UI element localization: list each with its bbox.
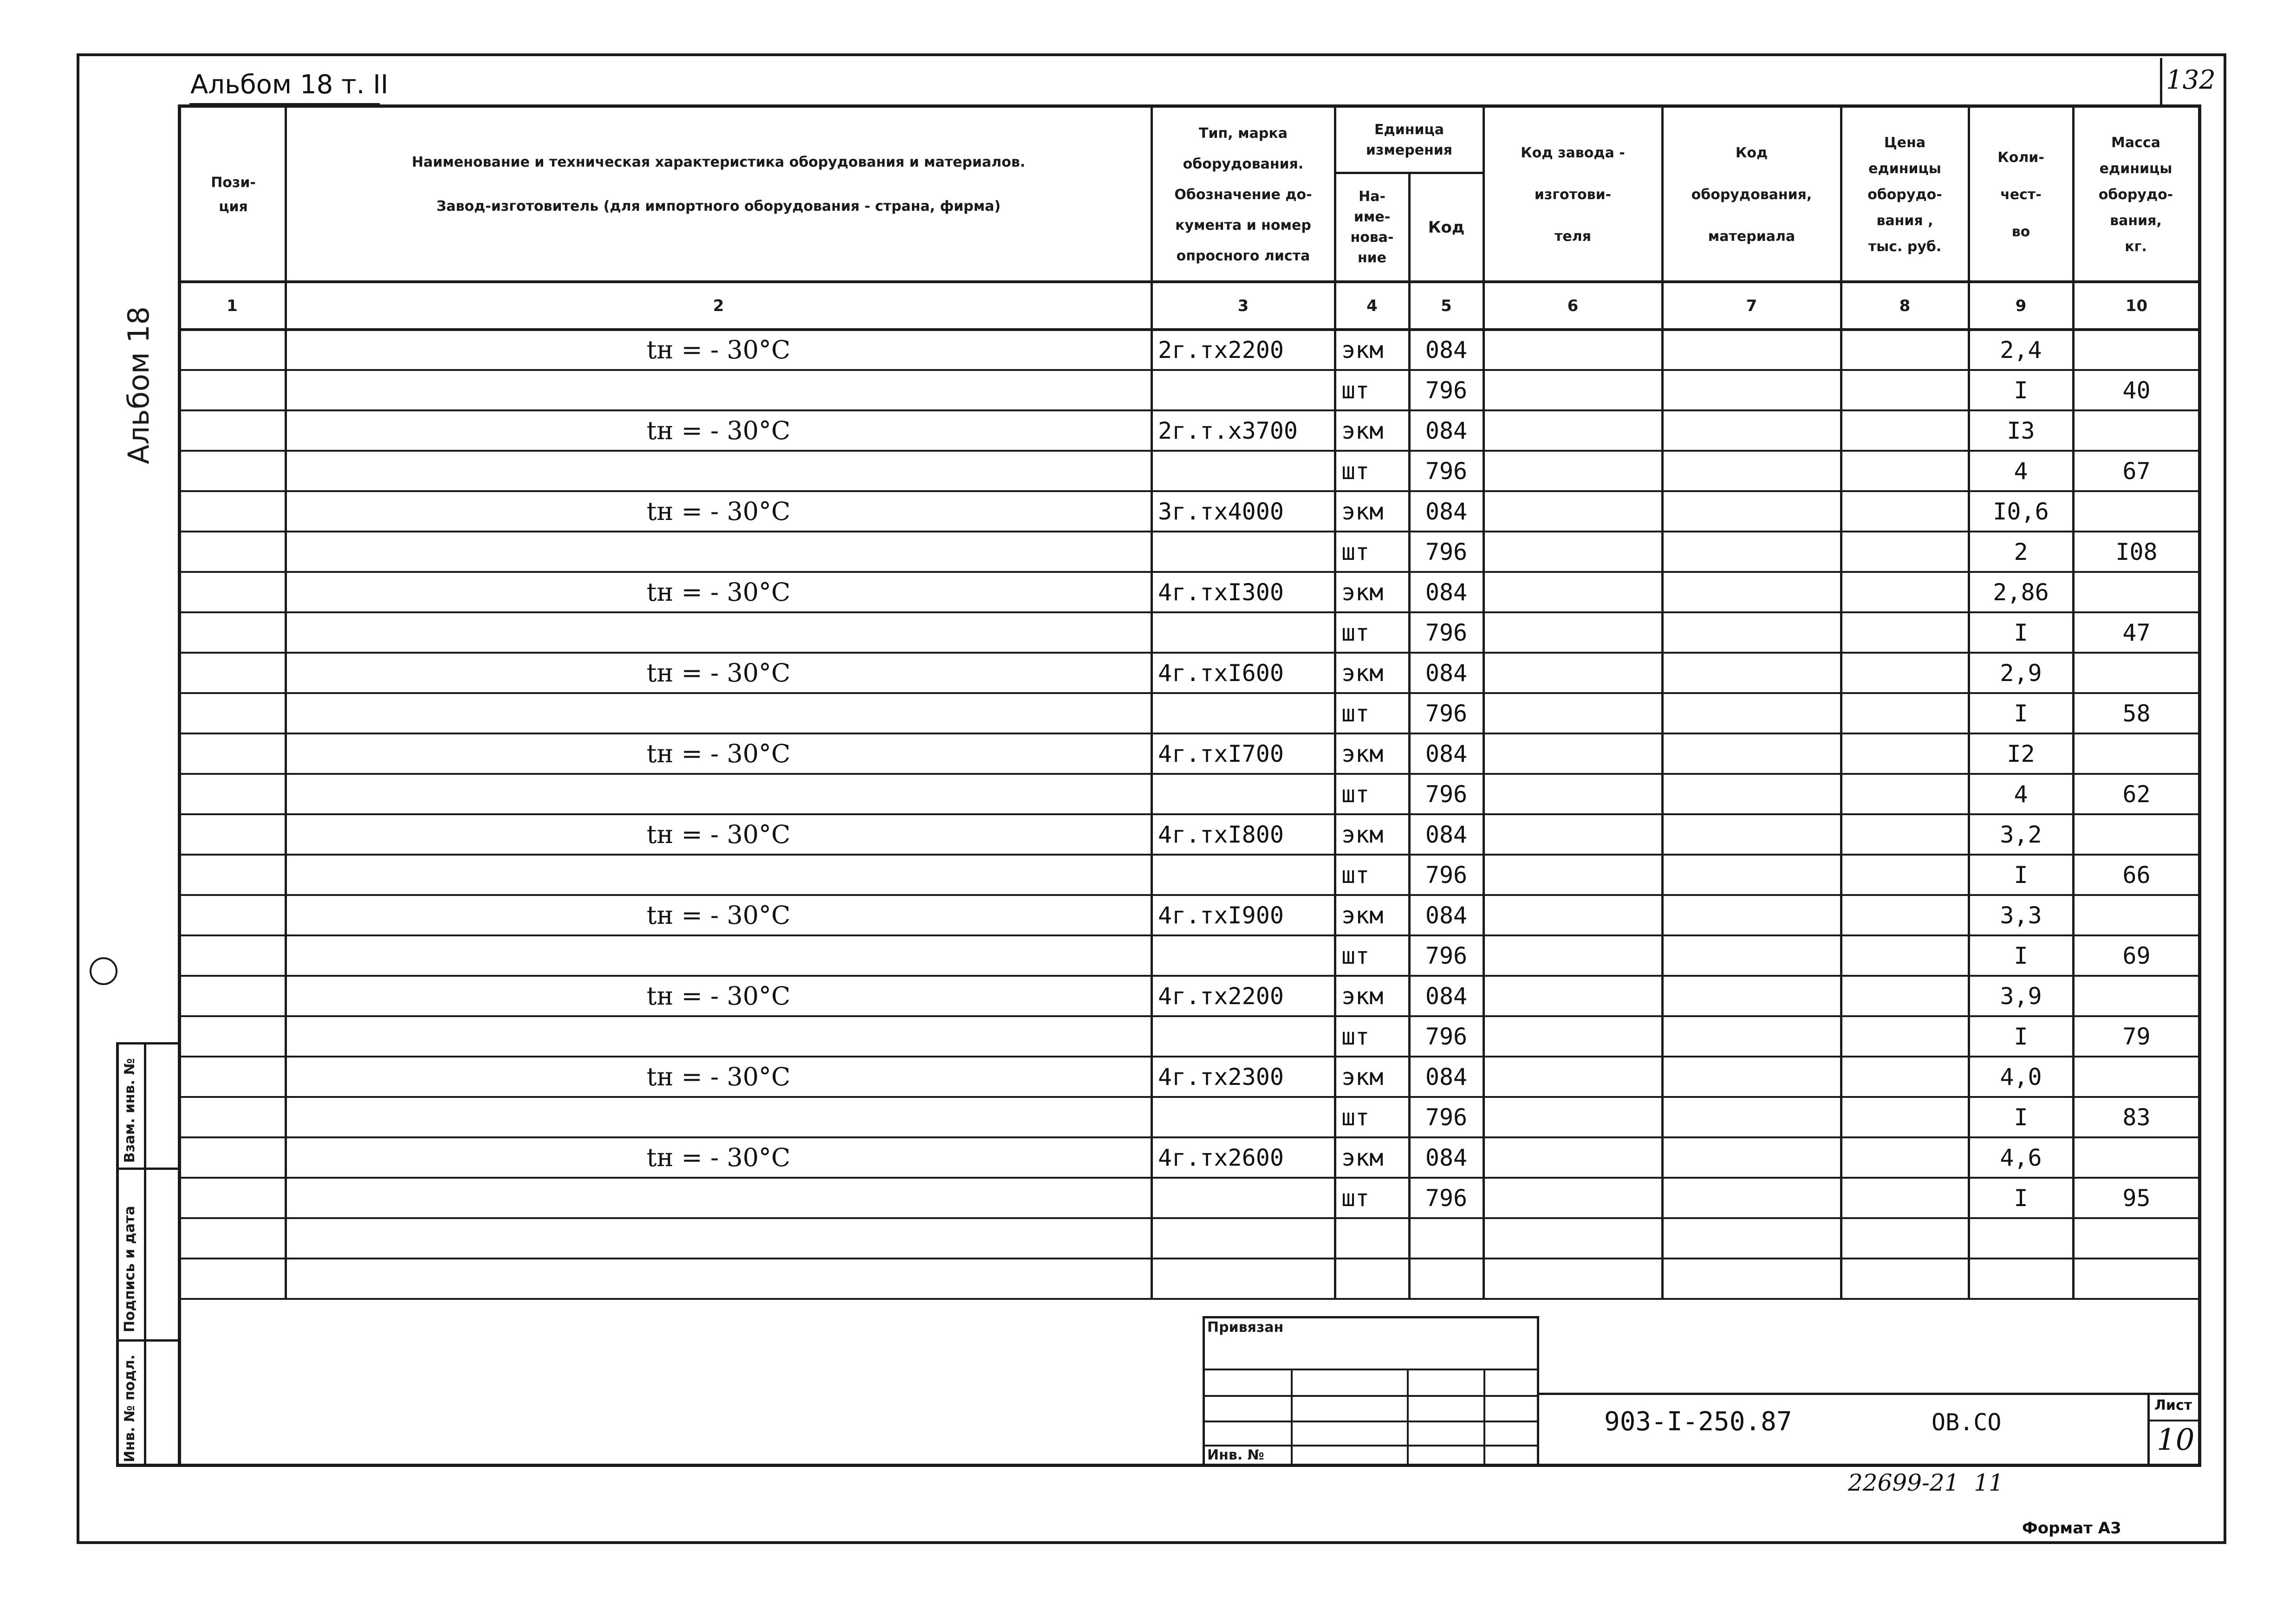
- row-type: 4г.тх2600: [1158, 1144, 1284, 1171]
- outer-frame-left: [77, 53, 79, 1544]
- side-stamp-top: [116, 1042, 181, 1045]
- row-unit: экм: [1341, 902, 1384, 929]
- row-name: [286, 451, 1151, 491]
- row-unit-code: 084: [1425, 1063, 1468, 1090]
- row-mass: [2073, 814, 2200, 855]
- row-mass: [2073, 1218, 2200, 1259]
- row-type: [1151, 855, 1335, 895]
- row-unit: шт: [1341, 1103, 1370, 1131]
- row-type: 4г.тхI300: [1158, 578, 1284, 606]
- row-unit: шт: [1341, 780, 1370, 808]
- row-unit-code: 796: [1425, 1184, 1468, 1212]
- column-number: 6: [1567, 296, 1579, 315]
- row-unit-code: 084: [1425, 659, 1468, 687]
- row-mass: [2073, 653, 2200, 693]
- archive-number: 22699-21 11: [1848, 1469, 2003, 1496]
- row-unit-code: 796: [1425, 942, 1468, 969]
- row-type: 4г.тхI900: [1158, 902, 1284, 929]
- outer-frame-right: [2224, 53, 2226, 1544]
- row-name: [286, 693, 1151, 733]
- row-quantity: I: [2014, 861, 2028, 889]
- row-unit: экм: [1341, 578, 1384, 606]
- row-unit-code: 084: [1425, 821, 1468, 848]
- header-factory-code: Код завода - изготови- теля: [1521, 144, 1625, 245]
- row-mass: [2073, 976, 2200, 1016]
- row-unit-code: 084: [1425, 498, 1468, 525]
- row-name: tн = - 30°С: [646, 1062, 791, 1091]
- binding-hole: [90, 957, 117, 985]
- row-unit: экм: [1341, 821, 1384, 848]
- row-type: [1151, 935, 1335, 976]
- list-label: Лист: [2154, 1397, 2192, 1414]
- row-quantity: 4,0: [2000, 1063, 2042, 1090]
- row-unit: [1335, 1259, 1409, 1299]
- side-stamp-podpis: Подпись и дата: [122, 1206, 138, 1332]
- stamp-privyazan-col2: [1407, 1369, 1409, 1467]
- side-stamp-left: [116, 1042, 119, 1467]
- header-price: Цена единицы оборудо- вания , тыс. руб.: [1867, 134, 1942, 255]
- row-quantity: I: [2014, 1184, 2028, 1212]
- header-unit-group: Единица измерения: [1366, 122, 1453, 158]
- row-unit: экм: [1341, 336, 1384, 363]
- row-quantity: 3,9: [2000, 982, 2042, 1010]
- row-unit: [1335, 1218, 1409, 1259]
- outer-frame-top: [77, 53, 2226, 56]
- row-type: [1151, 774, 1335, 814]
- column-number: 1: [227, 296, 238, 315]
- row-quantity: 2,86: [1993, 578, 2049, 606]
- row-unit: шт: [1341, 538, 1370, 565]
- column-number: 3: [1237, 296, 1249, 315]
- row-unit: шт: [1341, 861, 1370, 889]
- row-type: 2г.тх2200: [1158, 336, 1284, 363]
- row-type: [1151, 1097, 1335, 1137]
- row-quantity: [1969, 1218, 2073, 1259]
- row-unit-code: 796: [1425, 700, 1468, 727]
- stamp-privyazan-top: [1203, 1316, 1539, 1318]
- row-mass: 62: [2122, 780, 2151, 808]
- row-unit-code: 084: [1425, 982, 1468, 1010]
- row-unit-code: 084: [1425, 578, 1468, 606]
- list-box-mid: [2147, 1420, 2201, 1421]
- row-type: [1151, 532, 1335, 572]
- row-unit: шт: [1341, 376, 1370, 404]
- stamp-inv-label: Инв. №: [1207, 1447, 1264, 1463]
- side-stamp-inv-podl: Инв. № подл.: [122, 1354, 138, 1462]
- header-position: Пози- ция: [211, 174, 256, 215]
- stamp-privyazan-row3: [1203, 1421, 1539, 1422]
- row-unit: шт: [1341, 457, 1370, 485]
- row-unit: экм: [1341, 1063, 1384, 1090]
- page-number-box-left: [2160, 58, 2162, 104]
- row-name: [286, 532, 1151, 572]
- side-stamp-div2: [116, 1339, 181, 1342]
- row-unit-code: 796: [1425, 1103, 1468, 1131]
- format-label: Формат А3: [2022, 1519, 2121, 1538]
- row-name: [286, 1016, 1151, 1057]
- row-quantity: [1969, 1259, 2073, 1299]
- row-unit: шт: [1341, 942, 1370, 969]
- list-number: 10: [2157, 1423, 2195, 1457]
- row-quantity: I3: [2007, 417, 2035, 444]
- row-mass: 79: [2122, 1023, 2151, 1050]
- row-quantity: 4: [2014, 780, 2028, 808]
- row-mass: 83: [2122, 1103, 2151, 1131]
- album-label: Альбом 18 т. II: [190, 70, 389, 100]
- row-quantity: I2: [2007, 740, 2035, 767]
- side-album-label: Альбом 18: [122, 306, 156, 464]
- row-mass: 40: [2122, 376, 2151, 404]
- column-number: 10: [2125, 296, 2148, 315]
- row-quantity: I: [2014, 619, 2028, 646]
- row-unit-code: 084: [1425, 1144, 1468, 1171]
- row-unit-code: 796: [1425, 619, 1468, 646]
- title-block-top: [1537, 1393, 2201, 1395]
- row-name: tн = - 30°С: [646, 335, 791, 364]
- row-unit: шт: [1341, 1023, 1370, 1050]
- row-unit: шт: [1341, 700, 1370, 727]
- row-unit-code: 796: [1425, 457, 1468, 485]
- row-name: tн = - 30°С: [646, 820, 791, 849]
- row-mass: [2073, 410, 2200, 451]
- column-number: 4: [1366, 296, 1378, 315]
- row-mass: 47: [2122, 619, 2151, 646]
- row-mass: 69: [2122, 942, 2151, 969]
- row-unit-code: 796: [1425, 780, 1468, 808]
- row-quantity: I: [2014, 700, 2028, 727]
- stamp-privyazan-label: Привязан: [1207, 1319, 1284, 1336]
- outer-frame-bottom: [77, 1541, 2226, 1544]
- row-mass: [2073, 895, 2200, 935]
- row-type: 3г.тх4000: [1158, 498, 1284, 525]
- row-name: [286, 1178, 1151, 1218]
- row-unit: экм: [1341, 740, 1384, 767]
- page-number: 132: [2166, 65, 2216, 95]
- row-name: tн = - 30°С: [646, 416, 791, 445]
- row-mass: [2073, 330, 2200, 370]
- column-number: 8: [1899, 296, 1911, 315]
- row-mass: 66: [2122, 861, 2151, 889]
- row-name: tн = - 30°С: [646, 497, 791, 526]
- row-unit-code: 084: [1425, 902, 1468, 929]
- row-quantity: I: [2014, 376, 2028, 404]
- row-mass: [2073, 1259, 2200, 1299]
- row-type: [1151, 1259, 1335, 1299]
- row-unit-code: 796: [1425, 538, 1468, 565]
- row-quantity: 2,4: [2000, 336, 2042, 363]
- row-quantity: 3,2: [2000, 821, 2042, 848]
- inner-frame-bottom: [116, 1464, 2201, 1467]
- inner-frame-top: [179, 104, 2201, 108]
- row-unit-code: 796: [1425, 861, 1468, 889]
- header-unit-code: Код: [1428, 218, 1465, 237]
- column-number: 5: [1441, 296, 1452, 315]
- row-mass: 95: [2122, 1184, 2151, 1212]
- row-unit: экм: [1341, 982, 1384, 1010]
- album-label-underline: [189, 103, 380, 105]
- doc-code: 903-I-250.87: [1604, 1407, 1792, 1437]
- row-quantity: I0,6: [1993, 498, 2049, 525]
- row-quantity: 4: [2014, 457, 2028, 485]
- row-unit-code: 084: [1425, 740, 1468, 767]
- row-mass: [2073, 1137, 2200, 1178]
- row-quantity: I: [2014, 1103, 2028, 1131]
- stamp-privyazan-row4: [1203, 1445, 1539, 1447]
- header-name-line1: Наименование и техническая характеристика оборудования и материалов.: [411, 154, 1026, 170]
- row-type: [1151, 1178, 1335, 1218]
- stamp-privyazan-row1: [1203, 1369, 1539, 1370]
- row-unit: экм: [1341, 417, 1384, 444]
- row-type: [1151, 612, 1335, 653]
- row-unit-code: 796: [1425, 376, 1468, 404]
- row-name: [286, 1097, 1151, 1137]
- row-mass: [2073, 733, 2200, 774]
- row-name: tн = - 30°С: [646, 739, 791, 768]
- header-unit-name: На- име- нова- ние: [1350, 188, 1394, 266]
- row-type: 4г.тхI800: [1158, 821, 1284, 848]
- row-name: [286, 1218, 1151, 1259]
- row-quantity: 4,6: [2000, 1144, 2042, 1171]
- column-number: 2: [713, 296, 724, 315]
- row-quantity: I: [2014, 942, 2028, 969]
- stamp-privyazan-col3: [1483, 1369, 1485, 1467]
- side-stamp-vzam: Взам. инв. №: [122, 1058, 138, 1163]
- stamp-privyazan-col1: [1291, 1369, 1293, 1467]
- row-name: tн = - 30°С: [646, 901, 791, 930]
- header-mass: Масса единицы оборудо- вания, кг.: [2098, 134, 2173, 255]
- row-mass: I08: [2115, 538, 2158, 565]
- list-box-left: [2147, 1393, 2150, 1467]
- stamp-privyazan-row2: [1203, 1395, 1539, 1397]
- header-quantity: Коли- чест- во: [1997, 149, 2044, 240]
- row-unit-code: [1409, 1259, 1483, 1299]
- row-type: 4г.тх2300: [1158, 1063, 1284, 1090]
- row-unit: шт: [1341, 1184, 1370, 1212]
- row-name: [286, 370, 1151, 410]
- side-stamp-div1: [116, 1168, 181, 1170]
- row-name: [286, 774, 1151, 814]
- row-name: [286, 1259, 1151, 1299]
- row-unit: шт: [1341, 619, 1370, 646]
- row-name: tн = - 30°С: [646, 658, 791, 688]
- row-name: tн = - 30°С: [646, 1143, 791, 1172]
- row-name: [286, 935, 1151, 976]
- side-stamp-mid: [144, 1042, 146, 1467]
- row-unit: экм: [1341, 1144, 1384, 1171]
- header-equipment-code: Код оборудования, материала: [1691, 144, 1812, 245]
- row-type: 2г.т.х3700: [1158, 417, 1298, 444]
- row-type: 4г.тхI600: [1158, 659, 1284, 687]
- row-unit-code: 084: [1425, 417, 1468, 444]
- row-quantity: I: [2014, 1023, 2028, 1050]
- row-type: 4г.тхI700: [1158, 740, 1284, 767]
- row-unit: экм: [1341, 498, 1384, 525]
- row-name: tн = - 30°С: [646, 577, 791, 607]
- row-name: tн = - 30°С: [646, 981, 791, 1011]
- doc-suffix: ОВ.СО: [1932, 1409, 2002, 1436]
- column-number: 7: [1746, 296, 1757, 315]
- row-name: [286, 612, 1151, 653]
- row-quantity: 3,3: [2000, 902, 2042, 929]
- row-type: [1151, 693, 1335, 733]
- row-type: [1151, 1218, 1335, 1259]
- column-number: 9: [2015, 296, 2027, 315]
- row-unit: экм: [1341, 659, 1384, 687]
- row-type: [1151, 370, 1335, 410]
- row-mass: [2073, 572, 2200, 612]
- row-mass: [2073, 1057, 2200, 1097]
- row-type: [1151, 451, 1335, 491]
- row-name: [286, 855, 1151, 895]
- header-type: Тип, марка оборудования. Обозначение до- кумента и номер опросного листа: [1174, 125, 1312, 264]
- row-mass: [2073, 491, 2200, 532]
- row-quantity: 2: [2014, 538, 2028, 565]
- row-unit-code: 796: [1425, 1023, 1468, 1050]
- row-type: [1151, 1016, 1335, 1057]
- header-name-line2: Завод-изготовитель (для импортного оборудования - страна, фирма): [436, 198, 1001, 214]
- row-mass: 58: [2122, 700, 2151, 727]
- row-type: 4г.тх2200: [1158, 982, 1284, 1010]
- row-unit-code: 084: [1425, 336, 1468, 363]
- row-mass: 67: [2122, 457, 2151, 485]
- row-quantity: 2,9: [2000, 659, 2042, 687]
- row-unit-code: [1409, 1218, 1483, 1259]
